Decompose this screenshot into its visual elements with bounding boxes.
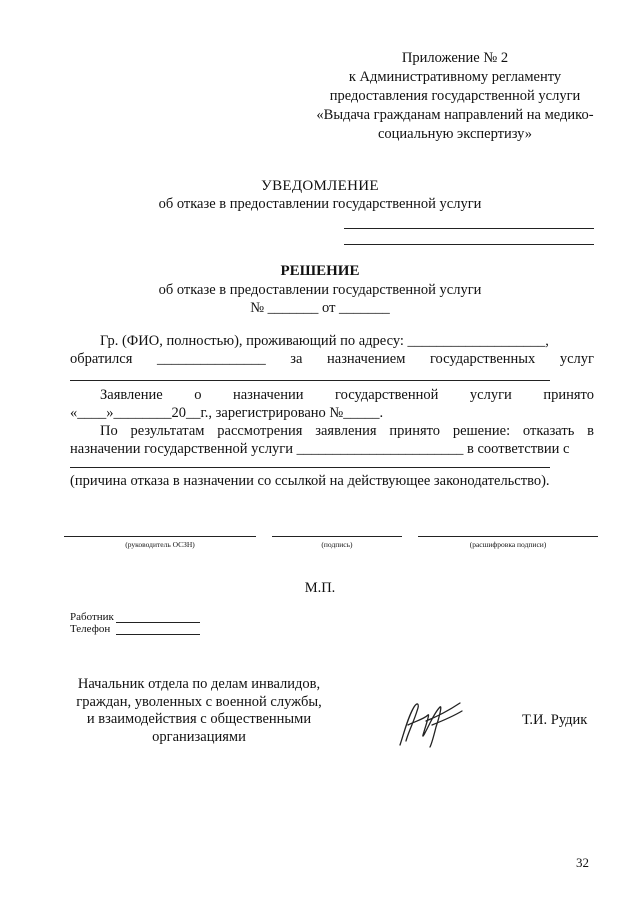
- statement-word: принято: [543, 387, 594, 403]
- reason-line: (причина отказа в назначении со ссылкой на действующее законодательство).: [70, 473, 550, 489]
- signer-name: Т.И. Рудик: [522, 712, 588, 728]
- decode-caption: (расшифровка подписи): [469, 540, 547, 549]
- position-line: и взаимодействия с общественными: [86, 711, 312, 727]
- statement-word: Заявление: [100, 387, 163, 403]
- statement-word: назначении: [232, 387, 304, 403]
- appendix-line: «Выдача гражданам направлений на медико-: [316, 107, 594, 123]
- result-line: По результатам рассмотрения заявления принято решение: отказать в: [100, 423, 594, 439]
- statement-line: [100, 387, 594, 404]
- statement-word: услуги: [469, 387, 512, 403]
- citizen-line: Гр. (ФИО, полностью), проживающий по адресу: ___________________,: [100, 333, 549, 349]
- worker-blank-line: [116, 622, 200, 623]
- services-blank-line: [70, 380, 550, 381]
- head-sign-line: [64, 536, 256, 537]
- position-line: граждан, уволенных с военной службы,: [76, 693, 322, 710]
- notice-subtitle: об отказе в предоставлении государственной услуги: [158, 196, 482, 212]
- phone-row: [70, 623, 110, 635]
- reason-blank-line: [70, 467, 550, 468]
- applied-word: услуг: [559, 351, 594, 367]
- applied-word: _______________: [156, 351, 266, 367]
- position-line: Начальник отдела по делам инвалидов,: [77, 676, 321, 692]
- decision-number-line: № _______ от _______: [250, 300, 390, 316]
- stamp-label: М.П.: [304, 580, 336, 596]
- assign-line: назначении государственной услуги _______________________ в соответствии с: [70, 441, 570, 457]
- handwritten-signature: [390, 695, 468, 751]
- statement-word: государственной: [335, 387, 439, 403]
- applied-word: обратился: [70, 351, 133, 367]
- phone-blank-line: [116, 634, 200, 635]
- applied-line: [70, 351, 594, 368]
- applied-word: назначением: [327, 351, 406, 367]
- appendix-line: к Административному регламенту: [348, 69, 562, 85]
- appendix-header: [300, 49, 610, 144]
- applied-word: государственных: [429, 351, 536, 367]
- decode-sign-line: [418, 536, 598, 537]
- position-block: [68, 676, 330, 746]
- page-number: 32: [576, 855, 589, 870]
- decision-title: РЕШЕНИЕ: [280, 263, 360, 279]
- head-caption: (руководитель ОСЗН): [125, 540, 195, 549]
- appendix-line: социальную экспертизу»: [377, 126, 533, 142]
- phone-label: Телефон: [70, 623, 111, 635]
- statement-word: о: [194, 387, 202, 403]
- date-line: «____»________20__г., зарегистрировано №_____.: [70, 405, 384, 421]
- appendix-line: предоставления государственной услуги: [329, 88, 581, 104]
- signature-line: [272, 536, 402, 537]
- addressee-line-1: [344, 228, 594, 229]
- appendix-line: Приложение № 2: [401, 50, 509, 66]
- sign-caption: (подпись): [321, 540, 353, 549]
- position-line: организациями: [152, 728, 246, 745]
- notice-title: УВЕДОМЛЕНИЕ: [261, 178, 379, 194]
- worker-label: Работник: [70, 611, 114, 623]
- decision-subtitle: об отказе в предоставлении государственной услуги: [158, 282, 482, 298]
- addressee-line-2: [344, 244, 594, 245]
- worker-row: [70, 611, 114, 623]
- applied-word: за: [290, 351, 303, 367]
